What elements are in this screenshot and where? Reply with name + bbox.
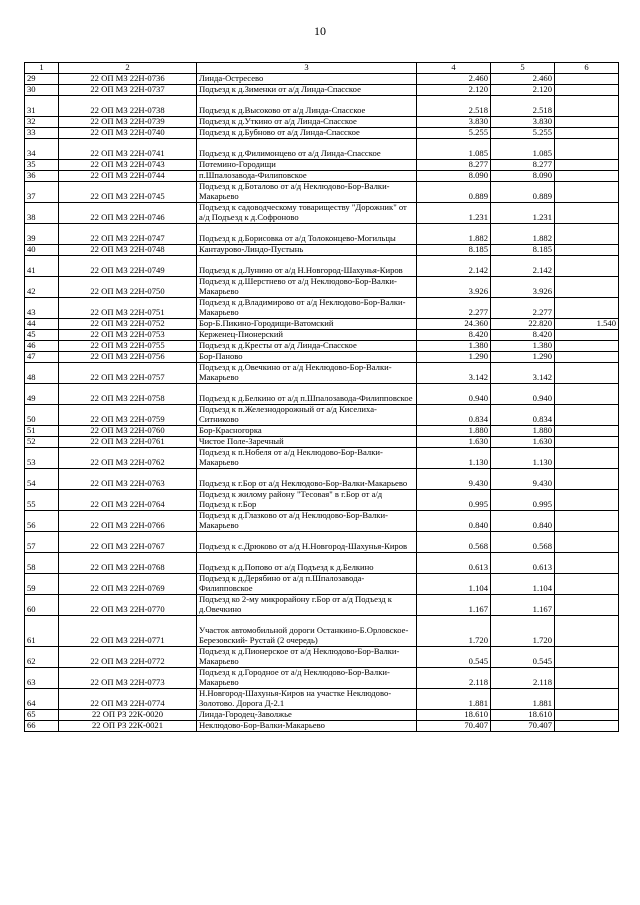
length-col6 [555,340,619,351]
table-row [25,489,619,510]
length-col6 [555,573,619,594]
table-row [25,95,619,116]
length-total: 8.277 [417,159,491,170]
road-name: Подъезд к садоводческому товариществу "Дорожник" от а/д Подъезд к д.Софроново [197,202,417,223]
row-number: 30 [25,84,59,95]
length-col5: 0.889 [491,181,555,202]
length-col5: 0.545 [491,646,555,667]
road-name: Подъезд к д.Уткино от а/д Линда-Спасское [197,116,417,127]
road-name: Подъезд к д.Бубново от а/д Линда-Спасское [197,127,417,138]
road-code: 22 ОП МЗ 22Н-0763 [59,468,197,489]
road-name: Подъезд к д.Филимонцево от а/д Линда-Спасское [197,138,417,159]
road-code: 22 ОП МЗ 22Н-0749 [59,255,197,276]
table-row [25,720,619,731]
road-code: 22 ОП МЗ 22Н-0762 [59,447,197,468]
length-col5: 2.460 [491,73,555,84]
road-name: Линда-Остресево [197,73,417,84]
length-total: 18.610 [417,709,491,720]
table-header-row [25,63,619,74]
table-row [25,297,619,318]
row-number: 63 [25,667,59,688]
road-name: п.Шпалозавода-Филиповское [197,170,417,181]
road-code: 22 ОП МЗ 22Н-0740 [59,127,197,138]
row-number: 48 [25,362,59,383]
length-col6 [555,468,619,489]
row-number: 49 [25,383,59,404]
row-number: 43 [25,297,59,318]
length-col5: 1.130 [491,447,555,468]
table-row [25,436,619,447]
length-total: 0.840 [417,510,491,531]
road-code: 22 ОП МЗ 22Н-0771 [59,615,197,646]
road-name: Подъезд к д.Овечкино от а/д Неклюдово-Бор-Валки-Макарьево [197,362,417,383]
length-col6 [555,202,619,223]
length-col6 [555,170,619,181]
road-name: Подъезд к д.Лунино от а/д Н.Новгород-Шахунья-Киров [197,255,417,276]
length-col6 [555,594,619,615]
length-col5: 0.613 [491,552,555,573]
length-col6 [555,447,619,468]
road-code: 22 ОП МЗ 22Н-0772 [59,646,197,667]
length-col5: 3.142 [491,362,555,383]
length-col6 [555,510,619,531]
table-row [25,170,619,181]
length-col5: 2.120 [491,84,555,95]
road-code: 22 ОП МЗ 22Н-0773 [59,667,197,688]
length-col6 [555,615,619,646]
roads-table [24,62,619,732]
length-col5: 1.167 [491,594,555,615]
length-col5: 9.430 [491,468,555,489]
length-total: 1.380 [417,340,491,351]
length-col6 [555,720,619,731]
length-total: 9.430 [417,468,491,489]
length-total: 1.720 [417,615,491,646]
length-col5: 2.277 [491,297,555,318]
length-total: 1.167 [417,594,491,615]
length-col5: 1.881 [491,688,555,709]
table-row [25,244,619,255]
length-col6: 1.540 [555,318,619,329]
row-number: 47 [25,351,59,362]
length-col6 [555,84,619,95]
road-code: 22 ОП МЗ 22Н-0768 [59,552,197,573]
table-row [25,510,619,531]
table-row [25,404,619,425]
table-row [25,425,619,436]
length-col5: 2.142 [491,255,555,276]
length-total: 70.407 [417,720,491,731]
row-number: 41 [25,255,59,276]
length-col5: 0.568 [491,531,555,552]
length-col5: 8.185 [491,244,555,255]
length-col6 [555,489,619,510]
road-name: Бор-Красногорка [197,425,417,436]
row-number: 46 [25,340,59,351]
table-row [25,709,619,720]
road-code: 22 ОП МЗ 22Н-0752 [59,318,197,329]
length-col6 [555,362,619,383]
table-row [25,667,619,688]
road-code: 22 ОП МЗ 22Н-0745 [59,181,197,202]
length-col6 [555,667,619,688]
table-row [25,468,619,489]
table-row [25,255,619,276]
road-name: Подъезд к д.Шерстнево от а/д Неклюдово-Бор-Валки-Макарьево [197,276,417,297]
row-number: 33 [25,127,59,138]
row-number: 39 [25,223,59,244]
road-code: 22 ОП МЗ 22Н-0755 [59,340,197,351]
length-total: 8.090 [417,170,491,181]
table-row [25,531,619,552]
road-name: Подъезд к жилому району "Тесовая" в г.Бор от а/д Подъезд к г.Бор [197,489,417,510]
table-row [25,646,619,667]
length-col5: 0.995 [491,489,555,510]
row-number: 44 [25,318,59,329]
length-total: 0.613 [417,552,491,573]
length-col6 [555,531,619,552]
length-col6 [555,297,619,318]
road-name: Подъезд к д.Борисовка от а/д Толоконцево-Могильцы [197,223,417,244]
road-code: 22 ОП МЗ 22Н-0757 [59,362,197,383]
length-col5: 18.610 [491,709,555,720]
length-total: 8.185 [417,244,491,255]
header-cell: 5 [491,63,555,74]
length-total: 3.926 [417,276,491,297]
length-total: 2.518 [417,95,491,116]
table-row [25,362,619,383]
table-row [25,84,619,95]
road-code: 22 ОП МЗ 22Н-0756 [59,351,197,362]
length-total: 1.630 [417,436,491,447]
row-number: 52 [25,436,59,447]
length-total: 1.290 [417,351,491,362]
header-cell: 4 [417,63,491,74]
table-row [25,615,619,646]
table-row [25,447,619,468]
road-code: 22 ОП МЗ 22Н-0748 [59,244,197,255]
row-number: 37 [25,181,59,202]
road-name: Подъезд к д.Городное от а/д Неклюдово-Бор-Валки-Макарьево [197,667,417,688]
header-cell: 2 [59,63,197,74]
table-row [25,138,619,159]
length-col6 [555,646,619,667]
table-row [25,127,619,138]
road-name: Подъезд к д.Боталово от а/д Неклюдово-Бор-Валки-Макарьево [197,181,417,202]
length-col6 [555,329,619,340]
length-total: 1.104 [417,573,491,594]
length-col5: 1.880 [491,425,555,436]
length-col5: 8.420 [491,329,555,340]
road-name: Подъезд к д.Кресты от а/д Линда-Спасское [197,340,417,351]
length-total: 3.830 [417,116,491,127]
header-cell: 1 [25,63,59,74]
road-code: 22 ОП МЗ 22Н-0774 [59,688,197,709]
length-total: 0.940 [417,383,491,404]
row-number: 65 [25,709,59,720]
table-row [25,688,619,709]
length-col5: 1.882 [491,223,555,244]
length-col5: 5.255 [491,127,555,138]
length-total: 0.995 [417,489,491,510]
length-col5: 1.380 [491,340,555,351]
length-col5: 1.231 [491,202,555,223]
road-code: 22 ОП МЗ 22Н-0753 [59,329,197,340]
road-name: Бор-Паново [197,351,417,362]
road-code: 22 ОП МЗ 22Н-0766 [59,510,197,531]
row-number: 54 [25,468,59,489]
road-name: Неклюдово-Бор-Валки-Макарьево [197,720,417,731]
length-total: 0.889 [417,181,491,202]
road-name: Подъезд ко 2-му микрорайону г.Бор от а/д Подъезд к д.Овечкино [197,594,417,615]
length-total: 2.460 [417,73,491,84]
road-code: 22 ОП МЗ 22Н-0750 [59,276,197,297]
length-col6 [555,436,619,447]
table-row [25,340,619,351]
road-name: Подъезд к г.Бор от а/д Неклюдово-Бор-Валки-Макарьево [197,468,417,489]
table-row [25,73,619,84]
road-code: 22 ОП РЗ 22К-0020 [59,709,197,720]
length-col6 [555,159,619,170]
table-row [25,329,619,340]
length-col5: 2.118 [491,667,555,688]
road-name: Подъезд к д.Пионерское от а/д Неклюдово-Бор-Валки-Макарьево [197,646,417,667]
length-col5: 1.085 [491,138,555,159]
length-total: 2.277 [417,297,491,318]
table-row [25,594,619,615]
road-code: 22 ОП МЗ 22Н-0751 [59,297,197,318]
row-number: 57 [25,531,59,552]
road-name: Подъезд к с.Дрюково от а/д Н.Новгород-Шахунья-Киров [197,531,417,552]
length-col5: 8.277 [491,159,555,170]
row-number: 58 [25,552,59,573]
length-total: 8.420 [417,329,491,340]
road-name: Н.Новгород-Шахунья-Киров на участке Неклюдово-Золотово. Дорога Д-2.1 [197,688,417,709]
road-name: Подъезд к д.Дерябино от а/д п.Шпалозавода-Филипповское [197,573,417,594]
length-col5: 3.926 [491,276,555,297]
road-name: Подъезд к д.Владимирово от а/д Неклюдово-Бор-Валки-Макарьево [197,297,417,318]
road-code: 22 ОП МЗ 22Н-0739 [59,116,197,127]
road-code: 22 ОП МЗ 22Н-0737 [59,84,197,95]
row-number: 66 [25,720,59,731]
length-total: 24.360 [417,318,491,329]
row-number: 61 [25,615,59,646]
length-col6 [555,709,619,720]
road-code: 22 ОП МЗ 22Н-0760 [59,425,197,436]
length-col6 [555,383,619,404]
road-code: 22 ОП МЗ 22Н-0743 [59,159,197,170]
length-col5: 3.830 [491,116,555,127]
table-row [25,159,619,170]
table-row [25,318,619,329]
length-total: 0.568 [417,531,491,552]
length-col6 [555,73,619,84]
row-number: 35 [25,159,59,170]
length-total: 1.882 [417,223,491,244]
row-number: 40 [25,244,59,255]
length-total: 2.120 [417,84,491,95]
length-total: 5.255 [417,127,491,138]
length-col5: 22.820 [491,318,555,329]
row-number: 42 [25,276,59,297]
row-number: 36 [25,170,59,181]
length-col5: 1.104 [491,573,555,594]
length-col5: 2.518 [491,95,555,116]
road-name: Потемино-Городищи [197,159,417,170]
length-total: 1.231 [417,202,491,223]
road-name: Подъезд к д.Высоково от а/д Линда-Спасское [197,95,417,116]
table-row [25,202,619,223]
road-code: 22 ОП РЗ 22К-0021 [59,720,197,731]
length-col5: 0.834 [491,404,555,425]
length-col6 [555,127,619,138]
length-col6 [555,255,619,276]
road-code: 22 ОП МЗ 22Н-0741 [59,138,197,159]
road-code: 22 ОП МЗ 22Н-0761 [59,436,197,447]
table-row [25,573,619,594]
row-number: 45 [25,329,59,340]
length-total: 0.834 [417,404,491,425]
road-name: Бор-Б.Пикино-Городищи-Ватомский [197,318,417,329]
road-name: Подъезд к д.Глазково от а/д Неклюдово-Бор-Валки-Макарьево [197,510,417,531]
length-total: 1.130 [417,447,491,468]
length-col6 [555,688,619,709]
row-number: 55 [25,489,59,510]
road-name: Линда-Городец-Заволжье [197,709,417,720]
table-row [25,116,619,127]
row-number: 62 [25,646,59,667]
length-col6 [555,181,619,202]
road-name: Подъезд к д.Белкино от а/д п.Шпалозавода-Филипповское [197,383,417,404]
length-col5: 0.940 [491,383,555,404]
length-col6 [555,425,619,436]
road-name: Участок автомобильной дороги Останкино-Б.Орловское-Березовский- Рустай (2 очередь) [197,615,417,646]
road-code: 22 ОП МЗ 22Н-0736 [59,73,197,84]
row-number: 51 [25,425,59,436]
road-code: 22 ОП МЗ 22Н-0744 [59,170,197,181]
length-col6 [555,552,619,573]
road-name: Подъезд к д.Зименки от а/д Линда-Спасское [197,84,417,95]
road-code: 22 ОП МЗ 22Н-0746 [59,202,197,223]
road-code: 22 ОП МЗ 22Н-0764 [59,489,197,510]
length-col6 [555,351,619,362]
header-cell: 3 [197,63,417,74]
road-name: Подъезд к п.Нобеля от а/д Неклюдово-Бор-Валки-Макарьево [197,447,417,468]
row-number: 53 [25,447,59,468]
row-number: 34 [25,138,59,159]
length-col6 [555,244,619,255]
road-code: 22 ОП МЗ 22Н-0769 [59,573,197,594]
page-number: 10 [314,24,326,38]
row-number: 29 [25,73,59,84]
length-col6 [555,116,619,127]
length-col6 [555,276,619,297]
table-row [25,383,619,404]
road-name: Подъезд к п.Железнодорожный от а/д Киселиха-Ситниково [197,404,417,425]
row-number: 32 [25,116,59,127]
length-total: 0.545 [417,646,491,667]
road-code: 22 ОП МЗ 22Н-0738 [59,95,197,116]
table-row [25,276,619,297]
table-row [25,351,619,362]
length-col6 [555,404,619,425]
length-total: 2.142 [417,255,491,276]
length-total: 2.118 [417,667,491,688]
row-number: 60 [25,594,59,615]
length-total: 1.881 [417,688,491,709]
road-code: 22 ОП МЗ 22Н-0770 [59,594,197,615]
road-code: 22 ОП МЗ 22Н-0758 [59,383,197,404]
table-row [25,181,619,202]
length-col5: 1.630 [491,436,555,447]
length-total: 3.142 [417,362,491,383]
length-col5: 1.720 [491,615,555,646]
row-number: 64 [25,688,59,709]
table-body [25,63,619,732]
road-name: Керженец-Пионерский [197,329,417,340]
road-name: Подъезд к д.Попово от а/д Подъезд к д.Белкино [197,552,417,573]
row-number: 38 [25,202,59,223]
length-col5: 0.840 [491,510,555,531]
length-col5: 70.407 [491,720,555,731]
length-total: 1.085 [417,138,491,159]
length-col6 [555,138,619,159]
row-number: 59 [25,573,59,594]
table-row [25,223,619,244]
row-number: 56 [25,510,59,531]
row-number: 31 [25,95,59,116]
length-total: 1.880 [417,425,491,436]
road-name: Кантаурово-Линдо-Пустынь [197,244,417,255]
length-col6 [555,223,619,244]
road-name: Чистое Поле-Заречный [197,436,417,447]
length-col6 [555,95,619,116]
header-cell: 6 [555,63,619,74]
table-row [25,552,619,573]
road-code: 22 ОП МЗ 22Н-0767 [59,531,197,552]
length-col5: 1.290 [491,351,555,362]
road-code: 22 ОП МЗ 22Н-0759 [59,404,197,425]
row-number: 50 [25,404,59,425]
road-code: 22 ОП МЗ 22Н-0747 [59,223,197,244]
length-col5: 8.090 [491,170,555,181]
